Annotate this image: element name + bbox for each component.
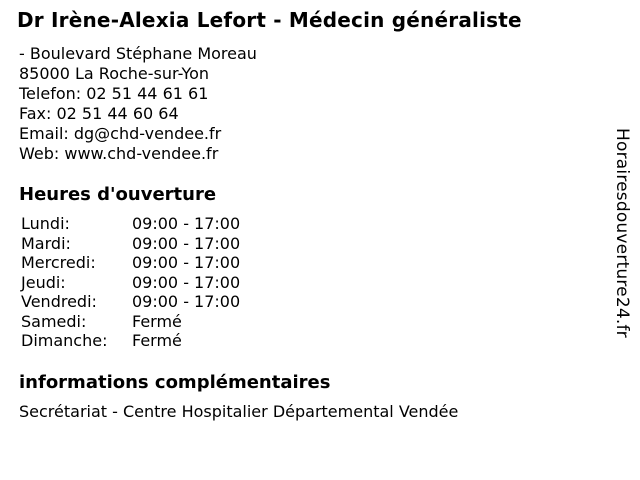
table-row bbox=[21, 214, 240, 234]
table-row bbox=[21, 292, 240, 312]
address-city-line: 85000 La Roche-sur-Yon bbox=[19, 64, 210, 83]
day-label: Lundi: bbox=[21, 214, 70, 233]
table-row bbox=[21, 234, 240, 254]
time-value: Fermé bbox=[132, 331, 182, 350]
time-value: Fermé bbox=[132, 311, 182, 331]
fax-line: Fax: 02 51 44 60 64 bbox=[19, 104, 179, 123]
table-row bbox=[21, 312, 240, 332]
site-watermark: Horairesdouverture24.fr bbox=[612, 128, 632, 338]
website-line: Web: www.chd-vendee.fr bbox=[19, 144, 219, 163]
opening-hours-table bbox=[21, 214, 240, 351]
day-label: Vendredi: bbox=[21, 292, 97, 311]
day-label: Jeudi: bbox=[21, 272, 66, 292]
phone-line: Telefon: 02 51 44 61 61 bbox=[19, 84, 209, 103]
day-label: Samedi: bbox=[21, 311, 87, 331]
table-row bbox=[21, 253, 240, 273]
time-value: 09:00 - 17:00 bbox=[132, 233, 241, 253]
table-row bbox=[21, 273, 240, 293]
day-label: Mardi: bbox=[21, 233, 71, 253]
additional-info-heading: informations complémentaires bbox=[19, 372, 331, 393]
additional-info-text: Secrétariat - Centre Hospitalier Départemental Vendée bbox=[19, 402, 459, 421]
time-value: 09:00 - 17:00 bbox=[132, 214, 241, 233]
table-row bbox=[21, 331, 240, 351]
opening-hours-heading: Heures d'ouverture bbox=[19, 184, 217, 205]
page-title: Dr Irène-Alexia Lefort - Médecin généraliste bbox=[17, 8, 522, 32]
contact-block bbox=[19, 44, 257, 164]
address-street-line: - Boulevard Stéphane Moreau bbox=[19, 44, 257, 63]
day-label: Mercredi: bbox=[21, 253, 96, 272]
email-line: Email: dg@chd-vendee.fr bbox=[19, 124, 222, 143]
time-value: 09:00 - 17:00 bbox=[132, 272, 241, 292]
day-label: Dimanche: bbox=[21, 331, 108, 350]
time-value: 09:00 - 17:00 bbox=[132, 292, 241, 311]
time-value: 09:00 - 17:00 bbox=[132, 253, 241, 272]
